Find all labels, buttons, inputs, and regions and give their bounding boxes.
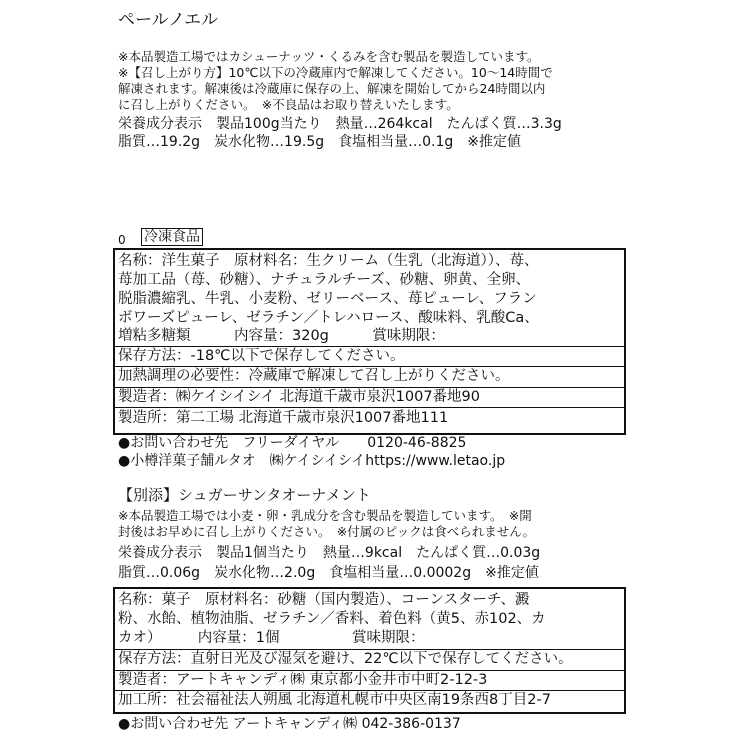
product-nutrition-line-2: 脂質…19.2g 炭水化物…19.5g 食塩相当量…0.1g ※推定値 <box>118 134 521 150</box>
product-nutrition-line-1: 栄養成分表示 製品100g当たり 熱量…264kcal たんぱく質…3.3g <box>118 116 562 132</box>
product-note-line-1: ※本品製造工場ではカシューナッツ・くるみを含む製品を製造しています。 <box>118 49 540 64</box>
label-row: 増粘多糖類 内容量：320g 賞味期限： <box>118 328 445 344</box>
product-note-line-3: 解凍されます。解凍後は冷蔵庫に保存の上、解凍を開始してから24時間以内 <box>118 81 546 96</box>
table-divider <box>115 407 624 408</box>
product-note-line-2: ※【召し上がり方】10℃以下の冷蔵庫内で解凍してください。10～14時間で <box>118 65 553 80</box>
label-row: 製造者：アートキャンディ㈱ 東京都小金井市中町2-12-3 <box>118 672 488 688</box>
zero-mark: 0 <box>118 233 126 247</box>
label-row: カオ） 内容量：1個 賞味期限： <box>118 630 425 646</box>
table-divider <box>115 346 624 347</box>
table-divider <box>115 690 624 691</box>
table-divider <box>115 670 624 671</box>
label-row: 名称：菓子 原材料名：砂糖（国内製造）、コーンスターチ、澱 <box>118 592 530 608</box>
extra-note-line-2: 封後はお早めに召し上がりください。 ※付属のピックは食べられません。 <box>118 524 535 539</box>
label-row: 製造所：第二工場 北海道千歳市泉沢1007番地111 <box>118 410 449 426</box>
table-divider <box>115 649 624 650</box>
extra-title: 【別添】シュガーサンタオーナメント <box>118 486 371 504</box>
label-row: ボワーズピューレ、ゼラチン／トレハロース、酸味料、乳酸Ca、 <box>118 310 539 326</box>
label-row: 保存方法：-18℃以下で保存してください。 <box>118 348 405 364</box>
table-divider <box>115 366 624 367</box>
label-row: 脱脂濃縮乳、牛乳、小麦粉、ゼリーベース、苺ピューレ、フラン <box>118 291 537 307</box>
label-row: 苺加工品（苺、砂糖）、ナチュラルチーズ、砂糖、卵黄、全卵、 <box>118 272 531 288</box>
label-row: 保存方法：直射日光及び湿気を避け、22℃以下で保存してください。 <box>118 651 573 667</box>
frozen-food-badge: 冷凍食品 <box>141 228 203 246</box>
label-row: 粉、水飴、植物油脂、ゼラチン／香料、着色料（黄5、赤102、カ <box>118 611 546 627</box>
label-row: 名称：洋生菓子 原材料名：生クリーム（生乳（北海道））、苺、 <box>118 253 539 269</box>
extra-nutrition-line-1: 栄養成分表示 製品1個当たり 熱量…9kcal たんぱく質…0.03g <box>118 545 541 561</box>
label-row: 加工所：社会福祉法人朔風 北海道札幌市中央区南19条西8丁目2-7 <box>118 692 551 708</box>
extra-note-line-1: ※本品製造工場では小麦・卵・乳成分を含む製品を製造しています。 ※開 <box>118 508 532 523</box>
extra-nutrition-line-2: 脂質…0.06g 炭水化物…2.0g 食塩相当量…0.0002g ※推定値 <box>118 565 539 581</box>
label-row: 加熱調理の必要性：冷蔵庫で解凍して召し上がりください。 <box>118 368 510 384</box>
label-row: 製造者：㈱ケイシイシイ 北海道千歳市泉沢1007番地90 <box>118 389 480 405</box>
product-company: ●小樽洋菓子舗ルタオ ㈱ケイシイシイhttps://www.letao.jp <box>118 453 506 469</box>
product-note-line-4: に召し上がりください。 ※不良品はお取り替えいたします。 <box>118 97 459 112</box>
product-contact: ●お問い合わせ先 フリーダイヤル 0120-46-8825 <box>118 435 467 451</box>
extra-contact: ●お問い合わせ先 アートキャンディ㈱ 042-386-0137 <box>118 716 461 732</box>
product-title: ペールノエル <box>118 10 219 30</box>
table-divider <box>115 387 624 388</box>
